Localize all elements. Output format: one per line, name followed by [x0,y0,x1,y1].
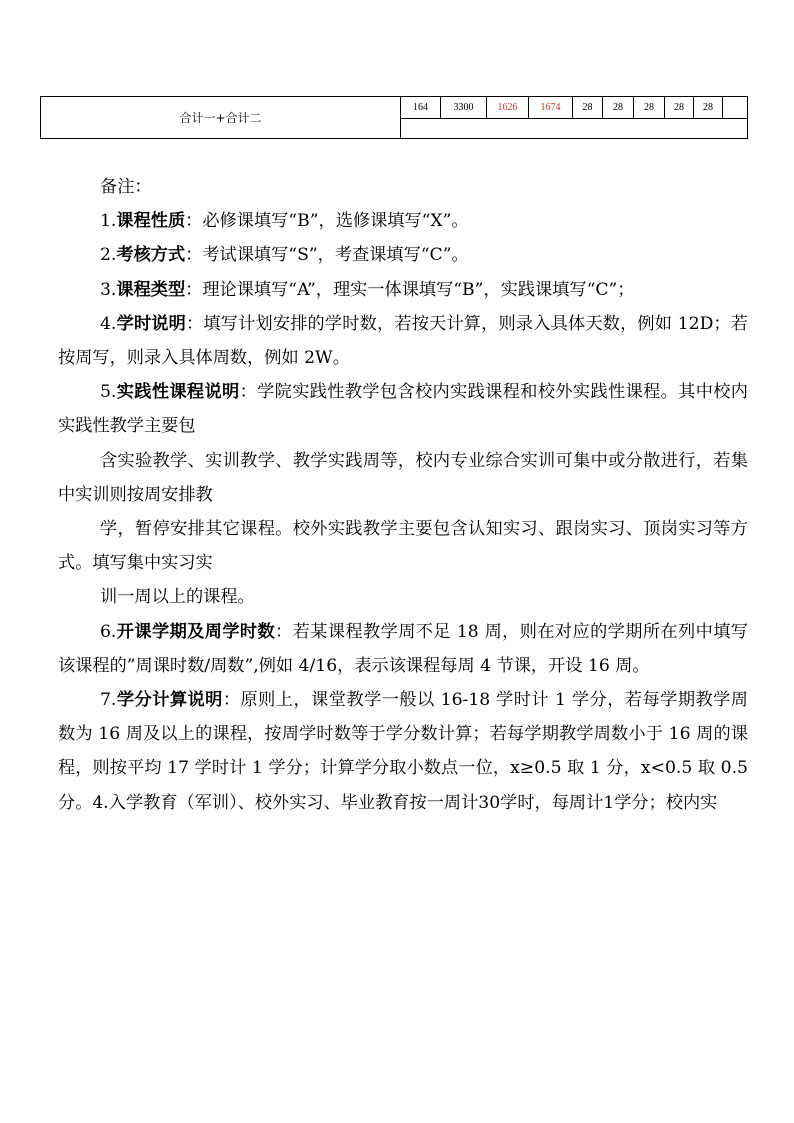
totals-row [401,97,747,119]
note-item: 1.课程性质：必修课填写“B”，选修课填写“X”。 [100,211,469,232]
note-title: 考核方式 [116,245,186,266]
note-item: 6.开课学期及周学时数：若某课程教学周不足 18 周，则在对应的学期所在列中填写该课程的”周课时数/周数”,例如 4/16，表示该课程每周 4 节课，开设 16 周。 [58,621,748,676]
note-continuation: 学，暂停安排其它课程。校外实践教学主要包含认知实习、跟岗实习、顶岗实习等方式。填写集中实习实 [58,519,748,574]
total-label-cell: 合计一+合计二 [41,97,401,138]
cell-sem4: 28 [665,97,694,118]
note-title: 课程类型 [116,279,186,300]
note-title: 课程性质 [116,211,186,232]
notes-section [58,170,748,820]
cell-credits: 164 [401,97,441,118]
note-item: 7.学分计算说明：原则上，课堂教学一般以 16-18 学时计 1 学分，若每学期教学周数为 16 周及以上的课程，按周学时数等于学分数计算；若每学期教学周数小于 16 周的课程，则按平均 17 学时计 1 学分；计算学分取小数点一位，x≥0.5 取 1 分，x<0.5 取 0.5 分。4.入学教育（军训）、校外实习、毕业教育按一周计30学时，每周计1学分；校内实 [58,690,748,813]
cell-sem6 [723,97,747,118]
cell-hours: 3300 [441,97,487,118]
note-item: 4.学时说明：填写计划安排的学时数，若按天计算，则录入具体天数，例如 12D；若按周写，则录入具体周数，例如 2W。 [58,313,748,369]
cell-practice-hours: 1674 [529,97,573,118]
note-item: 2.考核方式：考试课填写“S”，考查课填写“C”。 [100,245,469,266]
notes-heading: 备注： [100,177,152,197]
note-title: 学时说明 [116,313,187,334]
cell-sem5: 28 [694,97,723,118]
note-title: 实践性课程说明 [116,382,240,403]
cell-sem1: 28 [573,97,603,118]
cell-sem2: 28 [603,97,634,118]
note-item: 5.实践性课程说明：学院实践性教学包含校内实践课程和校外实践性课程。其中校内实践性教学主要包 [58,382,748,437]
totals-values [401,97,747,138]
note-continuation: 训一周以上的课程。 [100,587,255,608]
cell-theory-hours: 1626 [487,97,529,118]
note-continuation: 含实验教学、实训教学、教学实践周等，校内专业综合实训可集中或分散进行，若集中实训则按周安排教 [58,450,748,505]
note-title: 学分计算说明 [116,690,223,711]
cell-sem3: 28 [634,97,665,118]
totals-table [40,96,748,139]
note-item: 3.课程类型：理论课填写“A”，理实一体课填写“B”，实践课填写“C”； [100,279,635,300]
note-title: 开课学期及周学时数 [116,621,276,642]
